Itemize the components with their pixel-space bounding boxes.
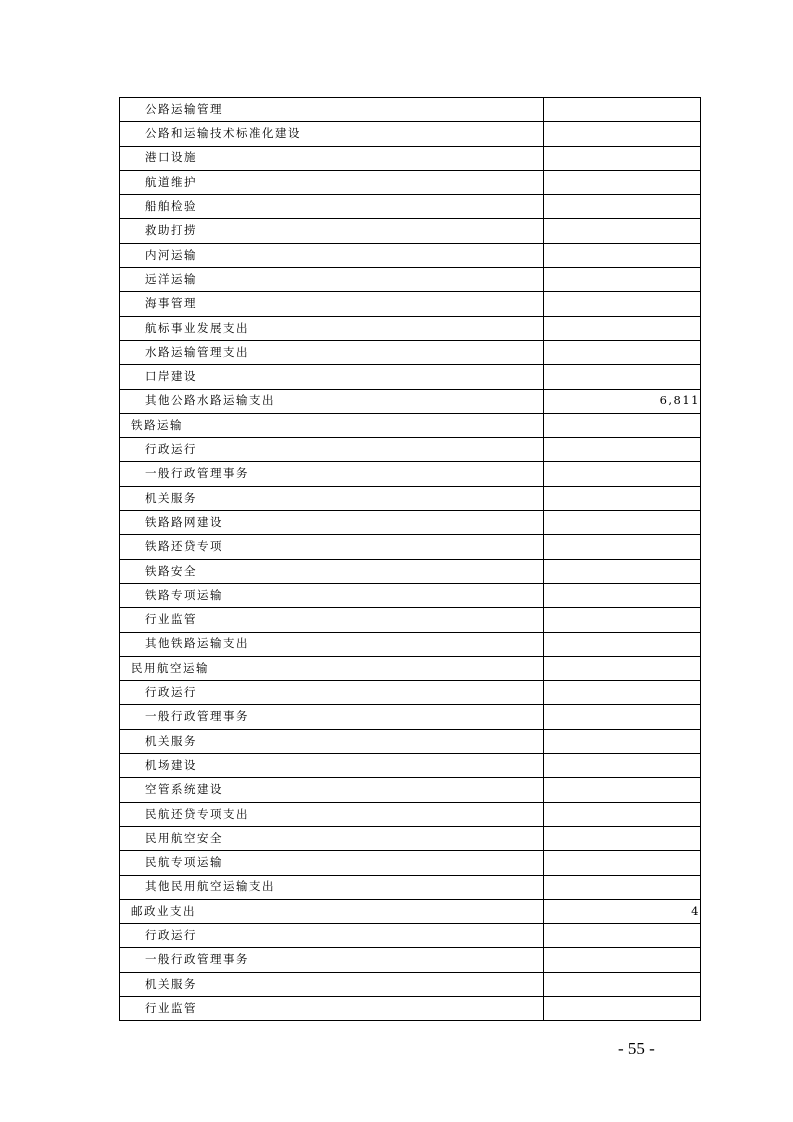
row-label: 水路运输管理支出 [120, 340, 544, 364]
table-row [120, 705, 701, 729]
table-row [120, 729, 701, 753]
row-value [544, 632, 701, 656]
table-row [120, 608, 701, 632]
row-label: 机关服务 [120, 729, 544, 753]
row-label: 铁路还贷专项 [120, 535, 544, 559]
row-label: 铁路专项运输 [120, 583, 544, 607]
row-value [544, 195, 701, 219]
row-label: 船舶检验 [120, 195, 544, 219]
row-value [544, 875, 701, 899]
row-value [544, 924, 701, 948]
row-label: 一般行政管理事务 [120, 948, 544, 972]
row-label: 内河运输 [120, 243, 544, 267]
row-label: 港口设施 [120, 146, 544, 170]
row-value [544, 754, 701, 778]
row-label: 其他民用航空运输支出 [120, 875, 544, 899]
row-value [544, 608, 701, 632]
row-label: 铁路运输 [120, 413, 544, 437]
table-row [120, 924, 701, 948]
table-row [120, 632, 701, 656]
row-label: 行业监管 [120, 996, 544, 1020]
table-row [120, 996, 701, 1020]
row-label: 其他铁路运输支出 [120, 632, 544, 656]
row-value [544, 365, 701, 389]
row-value [544, 438, 701, 462]
table-row [120, 292, 701, 316]
row-label: 航标事业发展支出 [120, 316, 544, 340]
table-row [120, 754, 701, 778]
table-row [120, 899, 701, 923]
row-value: 4 [544, 899, 701, 923]
row-label: 行政运行 [120, 924, 544, 948]
row-label: 民用航空安全 [120, 826, 544, 850]
row-label: 其他公路水路运输支出 [120, 389, 544, 413]
table-row [120, 219, 701, 243]
row-value: 6,811 [544, 389, 701, 413]
row-label: 一般行政管理事务 [120, 462, 544, 486]
row-value [544, 778, 701, 802]
row-value [544, 268, 701, 292]
row-value [544, 656, 701, 680]
row-value [544, 802, 701, 826]
row-label: 救助打捞 [120, 219, 544, 243]
row-label: 海事管理 [120, 292, 544, 316]
table-row [120, 948, 701, 972]
row-label: 民航还贷专项支出 [120, 802, 544, 826]
table-row [120, 195, 701, 219]
row-value [544, 972, 701, 996]
table-row [120, 389, 701, 413]
row-value [544, 729, 701, 753]
row-value [544, 292, 701, 316]
row-value [544, 583, 701, 607]
table-row [120, 413, 701, 437]
row-value [544, 826, 701, 850]
table-row [120, 243, 701, 267]
row-value [544, 851, 701, 875]
row-value [544, 98, 701, 122]
row-value [544, 462, 701, 486]
budget-table [119, 97, 701, 1021]
row-label: 机关服务 [120, 486, 544, 510]
row-value [544, 948, 701, 972]
table-row [120, 316, 701, 340]
row-value [544, 705, 701, 729]
row-label: 铁路安全 [120, 559, 544, 583]
table-row [120, 583, 701, 607]
row-value [544, 340, 701, 364]
row-value [544, 219, 701, 243]
row-value [544, 681, 701, 705]
table-row [120, 875, 701, 899]
table-row [120, 802, 701, 826]
row-label: 铁路路网建设 [120, 511, 544, 535]
table-row [120, 268, 701, 292]
table-row [120, 438, 701, 462]
page-number: - 55 - [618, 1039, 655, 1058]
table-row [120, 972, 701, 996]
table-row [120, 559, 701, 583]
table-row [120, 778, 701, 802]
row-value [544, 243, 701, 267]
row-value [544, 122, 701, 146]
row-value [544, 996, 701, 1020]
row-value [544, 413, 701, 437]
row-label: 机场建设 [120, 754, 544, 778]
table-row [120, 122, 701, 146]
table-row [120, 486, 701, 510]
row-label: 空管系统建设 [120, 778, 544, 802]
row-label: 口岸建设 [120, 365, 544, 389]
table-row [120, 98, 701, 122]
table-row [120, 340, 701, 364]
row-value [544, 486, 701, 510]
row-value [544, 316, 701, 340]
table-row [120, 170, 701, 194]
row-label: 民航专项运输 [120, 851, 544, 875]
row-value [544, 511, 701, 535]
row-label: 远洋运输 [120, 268, 544, 292]
row-value [544, 170, 701, 194]
table-row [120, 462, 701, 486]
table-row [120, 535, 701, 559]
table-row [120, 681, 701, 705]
row-label: 行政运行 [120, 681, 544, 705]
table-row [120, 826, 701, 850]
table-row [120, 146, 701, 170]
table-row [120, 851, 701, 875]
budget-table-container [119, 97, 700, 1021]
row-value [544, 146, 701, 170]
row-label: 公路运输管理 [120, 98, 544, 122]
table-row [120, 365, 701, 389]
row-label: 航道维护 [120, 170, 544, 194]
row-label: 一般行政管理事务 [120, 705, 544, 729]
row-value [544, 559, 701, 583]
row-label: 行业监管 [120, 608, 544, 632]
budget-table-body [120, 98, 701, 1021]
row-label: 机关服务 [120, 972, 544, 996]
table-row [120, 511, 701, 535]
table-row [120, 656, 701, 680]
row-label: 公路和运输技术标准化建设 [120, 122, 544, 146]
row-label: 行政运行 [120, 438, 544, 462]
row-label: 邮政业支出 [120, 899, 544, 923]
row-value [544, 535, 701, 559]
row-label: 民用航空运输 [120, 656, 544, 680]
